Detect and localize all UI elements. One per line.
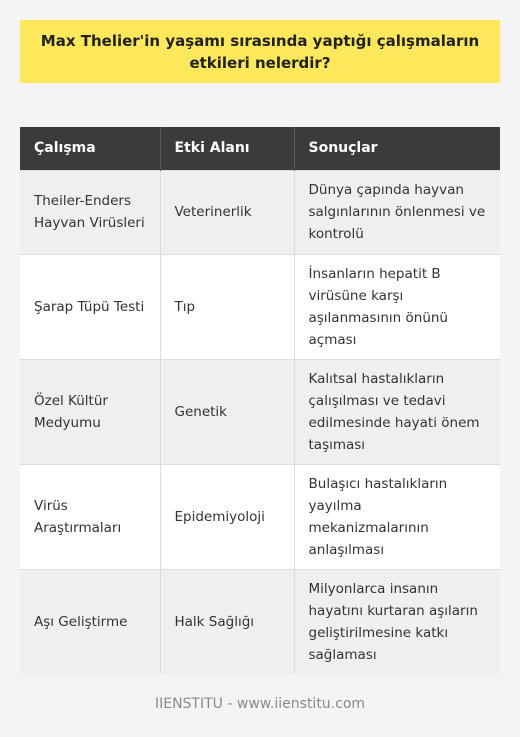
- column-header-impact-area: Etki Alanı: [160, 127, 294, 170]
- table-cell-results: İnsanların hepatit B virüsüne karşı aşılanmasının önünü açması: [294, 254, 500, 359]
- table-cell-impact-area: Halk Sağlığı: [160, 569, 294, 674]
- table-cell-impact-area: Tıp: [160, 254, 294, 359]
- table-cell-impact-area: Epidemiyoloji: [160, 464, 294, 569]
- table-cell-study: Şarap Tüpü Testi: [20, 254, 160, 359]
- column-header-study: Çalışma: [20, 127, 160, 170]
- table-cell-results: Dünya çapında hayvan salgınlarının önlenmesi ve kontrolü: [294, 170, 500, 254]
- footer-credit: IIENSTITU - www.iienstitu.com: [154, 696, 366, 712]
- table-cell-study: Theiler-Enders Hayvan Virüsleri: [20, 170, 160, 254]
- table-row: [20, 254, 500, 359]
- table-cell-study: Özel Kültür Medyumu: [20, 359, 160, 464]
- table-row: [20, 359, 500, 464]
- page-title: Max Thelier'in yaşamı sırasında yaptığı çalışmaların etkileri nelerdir?: [40, 31, 480, 72]
- table-row: [20, 569, 500, 674]
- table-cell-results: Bulaşıcı hastalıkların yayılma mekanizmalarının anlaşılması: [294, 464, 500, 569]
- table-cell-results: Milyonlarca insanın hayatını kurtaran aşıların geliştirilmesine katkı sağlaması: [294, 569, 500, 674]
- column-header-results: Sonuçlar: [294, 127, 500, 170]
- table-row: [20, 464, 500, 569]
- table-cell-impact-area: Veterinerlik: [160, 170, 294, 254]
- table-row: [20, 170, 500, 254]
- table-cell-impact-area: Genetik: [160, 359, 294, 464]
- table-cell-study: Aşı Geliştirme: [20, 569, 160, 674]
- data-table: [20, 127, 500, 674]
- table-cell-results: Kalıtsal hastalıkların çalışılması ve tedavi edilmesinde hayati önem taşıması: [294, 359, 500, 464]
- table-header-row: [20, 127, 500, 170]
- title-banner: [20, 20, 500, 83]
- table-cell-study: Virüs Araştırmaları: [20, 464, 160, 569]
